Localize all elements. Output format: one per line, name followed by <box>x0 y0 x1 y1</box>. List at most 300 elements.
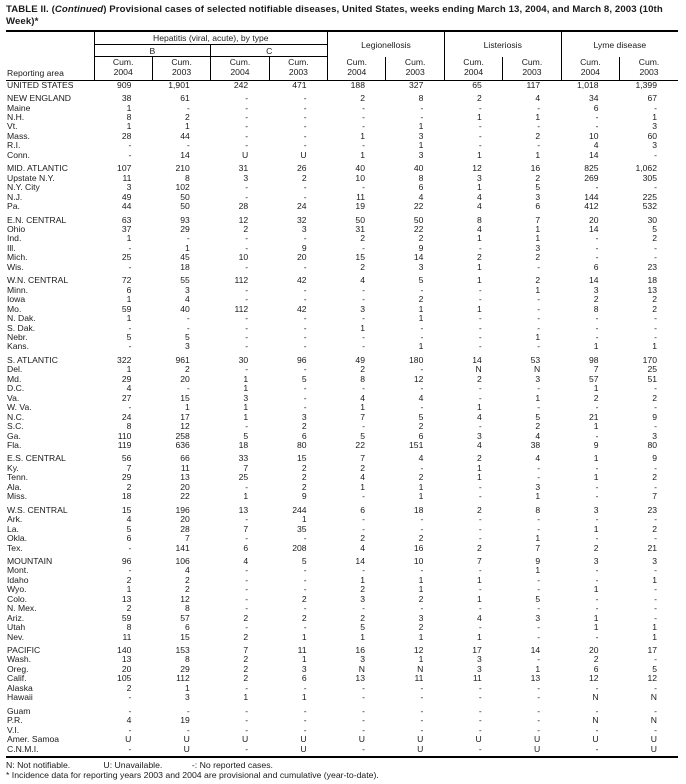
value-cell: 20 <box>588 645 599 656</box>
reporting-area-cell: Guam <box>7 705 31 716</box>
value-cell: 8 <box>476 214 482 225</box>
table-row <box>6 432 678 441</box>
value-cell: 2 <box>418 421 424 432</box>
value-cell: - <box>303 182 307 193</box>
value-cell: 909 <box>117 79 132 90</box>
value-cell: 93 <box>180 214 190 225</box>
hepatitis-group-header: Hepatitis (viral, acute), by type <box>94 31 328 45</box>
value-cell: 7 <box>185 533 190 544</box>
value-cell: 2 <box>593 294 599 305</box>
value-cell: 63 <box>121 214 132 225</box>
reporting-area-cell: Mont. <box>7 565 29 576</box>
value-cell: 210 <box>175 163 190 174</box>
value-cell: - <box>654 612 657 623</box>
value-cell: 31 <box>238 163 249 174</box>
value-cell: 1 <box>476 462 482 473</box>
value-cell: 44 <box>180 130 190 141</box>
value-cell: 3 <box>126 182 132 193</box>
value-cell: - <box>128 341 132 352</box>
reporting-area-cell: MOUNTAIN <box>7 555 53 566</box>
table-row <box>6 585 678 594</box>
value-cell: - <box>303 705 307 716</box>
value-cell: 1 <box>593 453 599 464</box>
value-cell: 2 <box>243 654 249 665</box>
value-cell: 3 <box>652 430 657 441</box>
value-cell: 1 <box>418 584 424 595</box>
value-cell: - <box>186 705 190 716</box>
reporting-area-cell: Wyo. <box>7 584 27 595</box>
value-cell: - <box>362 514 365 525</box>
value-cell: 1 <box>126 364 132 375</box>
value-cell: - <box>245 261 249 272</box>
value-cell: 7 <box>535 542 541 553</box>
title-rest: ) Provisional cases of selected notifiable diseases, United States, weeks ending March 13, 2004, and March 8, 2003 (10th Week)* <box>6 4 663 27</box>
table-row <box>6 384 678 393</box>
value-cell: 2 <box>418 472 424 483</box>
value-cell: 31 <box>355 224 365 234</box>
table-row <box>6 703 678 716</box>
value-cell: 3 <box>243 392 249 403</box>
value-cell: - <box>420 462 424 473</box>
value-cell: - <box>537 622 541 633</box>
value-cell: 12 <box>647 673 657 684</box>
reporting-area-cell: Del. <box>7 364 23 375</box>
value-cell: U <box>358 734 365 745</box>
value-cell: 112 <box>234 303 249 314</box>
value-cell: - <box>362 383 365 394</box>
reporting-area-cell: S. Dak. <box>7 322 36 333</box>
value-cell: 3 <box>418 261 424 272</box>
table-title <box>6 4 678 27</box>
value-cell: 2 <box>652 523 657 534</box>
value-cell: 2 <box>360 233 365 244</box>
value-cell: - <box>478 584 482 595</box>
value-cell: - <box>362 705 365 716</box>
value-cell: - <box>420 705 424 716</box>
value-cell: - <box>128 724 132 735</box>
value-cell: 12 <box>238 214 249 225</box>
reporting-area-cell: Nev. <box>7 631 25 642</box>
reporting-area-cell: Mich. <box>7 252 28 263</box>
value-cell: 1 <box>593 612 599 623</box>
table-row <box>6 693 678 702</box>
value-cell: 1 <box>535 149 541 160</box>
value-cell: 17 <box>472 645 482 656</box>
value-cell: - <box>362 523 365 534</box>
value-cell: 4 <box>418 453 424 464</box>
col-legionellosis-cum-2004: Cum. 2004 <box>328 57 386 80</box>
value-cell: 2 <box>301 481 307 492</box>
value-cell: 1 <box>535 491 541 502</box>
value-cell: 60 <box>647 130 657 141</box>
value-cell: U <box>620 745 678 757</box>
table-row <box>6 595 678 604</box>
value-cell: 1 <box>360 149 365 160</box>
value-cell: 7 <box>593 364 599 375</box>
value-cell: 2 <box>652 233 657 244</box>
table-row <box>6 212 678 225</box>
value-cell: 2 <box>185 584 190 595</box>
value-cell: 21 <box>588 411 599 422</box>
value-cell: 7 <box>652 491 657 502</box>
value-cell: 1 <box>126 294 132 305</box>
value-cell: 6 <box>418 430 424 441</box>
value-cell: 144 <box>584 191 599 202</box>
value-cell: 4 <box>126 383 132 394</box>
value-cell: - <box>94 745 152 757</box>
value-cell: - <box>303 603 307 614</box>
value-cell: - <box>303 261 307 272</box>
hepatitis-c-header: C <box>211 45 328 57</box>
value-cell: - <box>245 182 249 193</box>
value-cell: 35 <box>297 523 307 534</box>
value-cell: 33 <box>238 453 249 464</box>
table-row <box>6 553 678 566</box>
value-cell: 3 <box>535 481 541 492</box>
value-cell: 5 <box>418 275 424 286</box>
reporting-area-cell: Tenn. <box>7 472 29 483</box>
col-lyme-cum-2003: Cum. 2003 <box>620 57 678 80</box>
value-cell: 24 <box>121 411 132 422</box>
value-cell: 3 <box>476 663 482 674</box>
reporting-area-cell: Iowa <box>7 294 26 305</box>
value-cell: 59 <box>121 303 132 314</box>
value-cell: 3 <box>185 284 190 295</box>
value-cell: 5 <box>243 430 249 441</box>
value-cell: 106 <box>175 555 190 566</box>
reporting-area-cell: Maine <box>7 102 31 113</box>
value-cell: 1 <box>126 121 132 132</box>
value-cell: N <box>475 364 482 375</box>
value-cell: 30 <box>647 214 657 225</box>
value-cell: 4 <box>360 542 365 553</box>
reporting-area-cell: Upstate N.Y. <box>7 172 55 183</box>
value-cell: - <box>328 745 386 757</box>
value-cell: 1,901 <box>168 79 190 90</box>
value-cell: 2 <box>652 472 657 483</box>
value-cell: - <box>478 514 482 525</box>
value-cell: 1 <box>301 514 307 525</box>
value-cell: - <box>420 682 424 693</box>
value-cell: - <box>186 140 190 151</box>
value-cell: 6 <box>418 182 424 193</box>
value-cell: U <box>417 734 424 745</box>
value-cell: 2 <box>652 294 657 305</box>
table-row <box>6 655 678 664</box>
value-cell: - <box>420 383 424 394</box>
value-cell: 29 <box>121 472 132 483</box>
value-cell: - <box>537 303 541 314</box>
value-cell: - <box>654 383 657 394</box>
reporting-area-cell: Ariz. <box>7 612 25 623</box>
table-row <box>6 122 678 131</box>
value-cell: 3 <box>418 149 424 160</box>
value-cell: - <box>537 341 541 352</box>
value-cell: 1 <box>476 182 482 193</box>
value-cell: - <box>595 182 599 193</box>
value-cell: - <box>420 112 424 123</box>
value-cell: - <box>478 523 482 534</box>
value-cell: - <box>245 705 249 716</box>
value-cell: - <box>303 93 307 104</box>
value-cell: 2 <box>476 504 482 515</box>
value-cell: 2 <box>243 612 249 623</box>
value-cell: 12 <box>413 373 424 384</box>
value-cell: 2 <box>418 533 424 544</box>
value-cell: 258 <box>175 430 190 441</box>
value-cell: 112 <box>234 275 249 286</box>
value-cell: - <box>303 574 307 585</box>
value-cell: 10 <box>238 252 249 263</box>
value-cell: 30 <box>238 354 249 365</box>
value-cell: 5 <box>535 411 541 422</box>
value-cell: - <box>537 584 541 595</box>
value-cell: - <box>537 102 541 113</box>
value-cell: 80 <box>647 439 657 450</box>
value-cell: 22 <box>355 439 365 450</box>
value-cell: - <box>245 242 249 253</box>
value-cell: 3 <box>360 654 365 665</box>
value-cell: 25 <box>238 472 249 483</box>
value-cell: 2 <box>476 93 482 104</box>
value-cell: - <box>128 705 132 716</box>
value-cell: 28 <box>180 523 190 534</box>
value-cell: - <box>362 313 365 324</box>
value-cell: 38 <box>121 93 132 104</box>
value-cell: 66 <box>180 453 190 464</box>
value-cell: - <box>303 533 307 544</box>
value-cell: 16 <box>530 163 541 174</box>
value-cell: - <box>128 261 132 272</box>
table-row <box>6 342 678 351</box>
reporting-area-cell: Utah <box>7 622 26 633</box>
value-cell: 3 <box>535 373 541 384</box>
value-cell: - <box>420 364 424 375</box>
reporting-area-cell: Md. <box>7 373 22 384</box>
reporting-area-cell: N.Y. City <box>7 182 40 193</box>
value-cell: - <box>561 745 619 757</box>
value-cell: U <box>152 745 210 757</box>
reporting-area-cell: C.N.M.I. <box>6 745 94 757</box>
value-cell: - <box>654 682 657 693</box>
value-cell: 196 <box>175 504 190 515</box>
reporting-area-cell: Hawaii <box>7 692 33 703</box>
value-cell: - <box>420 724 424 735</box>
value-cell: 1 <box>593 421 599 432</box>
value-cell: - <box>245 93 249 104</box>
value-cell: - <box>478 533 482 544</box>
value-cell: 3 <box>360 593 365 604</box>
value-cell: - <box>654 565 657 576</box>
table-row <box>6 352 678 365</box>
value-cell: 98 <box>588 354 599 365</box>
value-cell: 6 <box>301 673 307 684</box>
footnote-legend <box>6 760 678 770</box>
reporting-area-cell: N.H. <box>7 112 25 123</box>
value-cell: 1 <box>476 631 482 642</box>
value-cell: 1 <box>418 654 424 665</box>
value-cell: 1 <box>535 284 541 295</box>
value-cell: 56 <box>121 453 132 464</box>
value-cell: 1 <box>476 402 482 413</box>
reporting-area-cell: N. Mex. <box>7 603 37 614</box>
col-lyme-cum-2004: Cum. 2004 <box>561 57 619 80</box>
value-cell: - <box>303 565 307 576</box>
table-row <box>6 483 678 492</box>
value-cell: 53 <box>530 354 541 365</box>
value-cell: - <box>303 191 307 202</box>
value-cell: 24 <box>297 201 307 212</box>
value-cell: - <box>303 364 307 375</box>
value-cell: 11 <box>122 172 132 183</box>
value-cell: 2 <box>535 172 541 183</box>
table-row <box>6 225 678 234</box>
value-cell: 2 <box>593 654 599 665</box>
reporting-area-cell: UNITED STATES <box>7 79 74 90</box>
value-cell: 1 <box>243 692 249 703</box>
listeriosis-header: Listeriosis <box>444 31 561 57</box>
value-cell: 1 <box>360 574 365 585</box>
reporting-area-cell: Minn. <box>7 284 29 295</box>
value-cell: 6 <box>301 430 307 441</box>
table-row <box>6 253 678 262</box>
value-cell: 825 <box>584 163 599 174</box>
value-cell: 20 <box>588 214 599 225</box>
reporting-area-cell: R.I. <box>7 140 21 151</box>
value-cell: 2 <box>243 663 249 674</box>
reporting-area-cell: Ala. <box>7 481 22 492</box>
value-cell: - <box>537 383 541 394</box>
value-cell: 57 <box>180 612 190 623</box>
value-cell: - <box>362 421 365 432</box>
value-cell: 2 <box>126 481 132 492</box>
value-cell: 3 <box>535 191 541 202</box>
value-cell: - <box>478 622 482 633</box>
value-cell: - <box>654 724 657 735</box>
reporting-area-cell: S. ATLANTIC <box>7 354 58 365</box>
reporting-area-cell: N.J. <box>7 191 23 202</box>
legionellosis-header: Legionellosis <box>328 31 445 57</box>
value-cell: 1,062 <box>635 163 657 174</box>
value-cell: 2 <box>360 612 365 623</box>
value-cell: - <box>362 284 365 295</box>
col-listeriosis-cum-2004: Cum. 2004 <box>444 57 502 80</box>
reporting-area-cell: Idaho <box>7 574 29 585</box>
value-cell: - <box>420 715 424 726</box>
value-cell: - <box>537 715 541 726</box>
value-cell: - <box>186 724 190 735</box>
value-cell: - <box>245 593 249 604</box>
value-cell: - <box>654 481 657 492</box>
value-cell: - <box>245 102 249 113</box>
value-cell: - <box>245 313 249 324</box>
value-cell: - <box>303 130 307 141</box>
value-cell: 2 <box>360 533 365 544</box>
value-cell: 5 <box>360 430 365 441</box>
value-cell: 2 <box>185 574 190 585</box>
value-cell: - <box>362 112 365 123</box>
value-cell: - <box>654 182 657 193</box>
value-cell: 4 <box>185 565 190 576</box>
value-cell: 9 <box>535 555 541 566</box>
value-cell: 5 <box>652 224 657 234</box>
value-cell: 15 <box>121 504 132 515</box>
table-row <box>6 544 678 553</box>
value-cell: - <box>654 242 657 253</box>
value-cell: 1 <box>476 261 482 272</box>
value-cell: 29 <box>180 663 190 674</box>
value-cell: 3 <box>652 555 657 566</box>
value-cell: 2 <box>535 275 541 286</box>
table-row <box>6 295 678 304</box>
col-hep-b-cum-2003: Cum. 2003 <box>152 57 210 80</box>
value-cell: - <box>128 402 132 413</box>
value-cell: 4 <box>476 612 482 623</box>
value-cell: 1 <box>243 383 249 394</box>
value-cell: 1 <box>652 631 657 642</box>
reporting-area-header: Reporting area <box>6 31 94 80</box>
reporting-area-cell: Wash. <box>7 654 32 665</box>
table-row <box>6 244 678 253</box>
value-cell: - <box>362 121 365 132</box>
table-row <box>6 413 678 422</box>
value-cell: 140 <box>117 645 132 656</box>
reporting-area-cell: La. <box>7 523 19 534</box>
table-row <box>6 375 678 384</box>
value-cell: N <box>592 692 599 703</box>
table-row <box>6 305 678 314</box>
value-cell: 4 <box>476 411 482 422</box>
value-cell: 13 <box>121 593 132 604</box>
value-cell: 2 <box>360 261 365 272</box>
value-cell: - <box>537 514 541 525</box>
value-cell: U <box>650 734 657 745</box>
value-cell: 3 <box>243 172 249 183</box>
reporting-area-cell: Fla. <box>7 439 22 450</box>
value-cell: 1 <box>535 392 541 403</box>
value-cell: - <box>245 574 249 585</box>
value-cell: U <box>125 734 132 745</box>
value-cell: N <box>358 663 365 674</box>
value-cell: 5 <box>185 331 190 342</box>
value-cell: 2 <box>593 392 599 403</box>
value-cell: 12 <box>413 645 424 656</box>
value-cell: - <box>186 322 190 333</box>
value-cell: - <box>128 140 132 151</box>
value-cell: 1 <box>535 533 541 544</box>
value-cell: - <box>478 715 482 726</box>
value-cell: 65 <box>472 79 482 90</box>
value-cell: 119 <box>117 439 132 450</box>
value-cell: U <box>300 734 307 745</box>
value-cell: - <box>303 341 307 352</box>
value-cell: 2 <box>126 682 132 693</box>
value-cell: 2 <box>126 574 132 585</box>
value-cell: - <box>537 654 541 665</box>
table-row <box>6 623 678 632</box>
value-cell: 3 <box>535 242 541 253</box>
value-cell: 1 <box>126 313 132 324</box>
value-cell: 20 <box>180 373 190 384</box>
value-cell: 532 <box>642 201 657 212</box>
value-cell: 1 <box>301 654 307 665</box>
value-cell: 1 <box>593 341 599 352</box>
value-cell: 18 <box>180 261 190 272</box>
value-cell: 8 <box>360 373 365 384</box>
value-cell: - <box>128 565 132 576</box>
value-cell: - <box>303 284 307 295</box>
value-cell: 1 <box>476 149 482 160</box>
